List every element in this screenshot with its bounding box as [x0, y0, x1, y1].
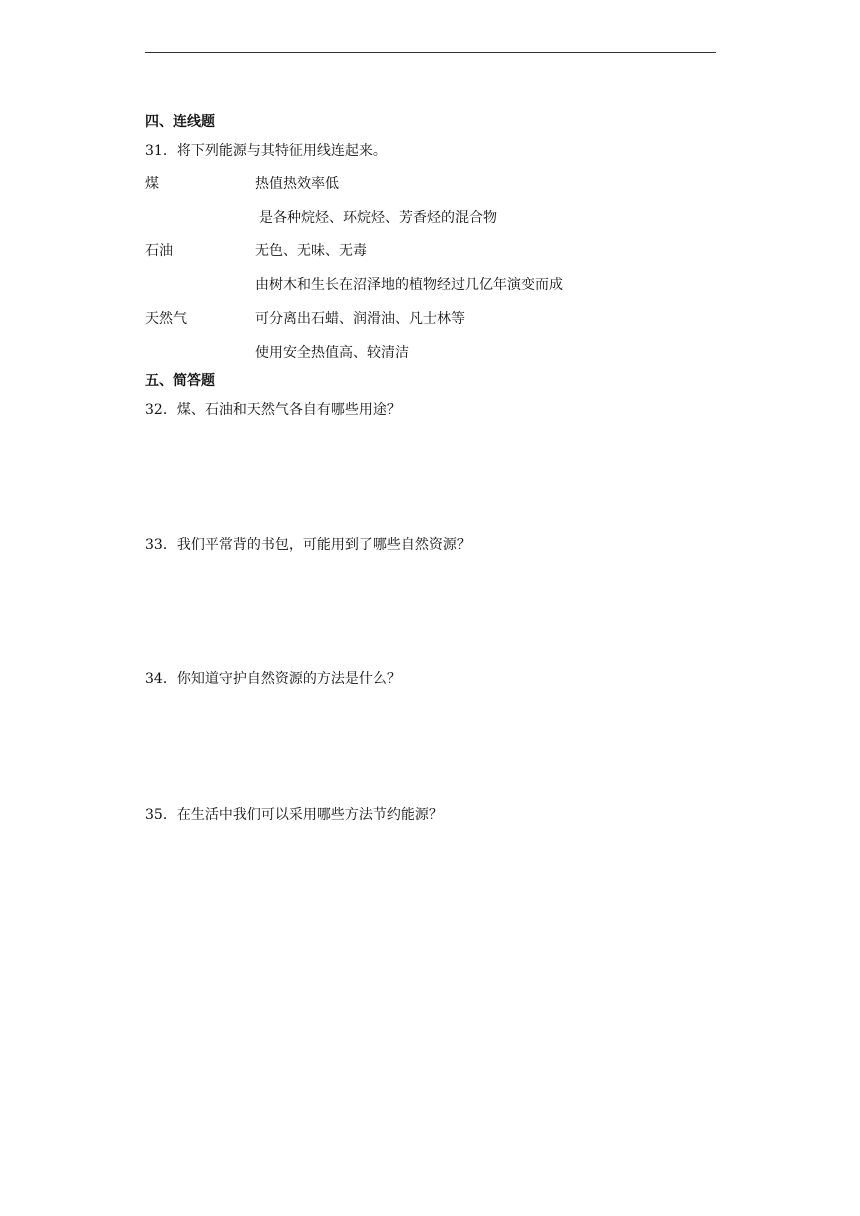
right-item-3: 无色、无味、无毒 — [255, 243, 367, 259]
left-item-coal: 煤 — [145, 176, 159, 192]
question-33: 33．我们平常背的书包，可能用到了哪些自然资源？ — [145, 537, 471, 553]
header-rule — [145, 52, 716, 53]
section-heading-matching: 四、连线题 — [145, 114, 215, 130]
right-item-5: 可分离出石蜡、润滑油、凡士林等 — [255, 311, 465, 327]
left-item-natural-gas: 天然气 — [145, 311, 187, 327]
question-32: 32．煤、石油和天然气各自有哪些用途？ — [145, 402, 401, 418]
right-item-2: 是各种烷烃、环烷烃、芳香烃的混合物 — [259, 210, 497, 226]
question-31: 31．将下列能源与其特征用线连起来。 — [145, 143, 387, 159]
right-item-4: 由树木和生长在沼泽地的植物经过几亿年演变而成 — [255, 277, 563, 293]
question-35: 35．在生活中我们可以采用哪些方法节约能源？ — [145, 807, 443, 823]
section-heading-short-answer: 五、简答题 — [145, 373, 215, 389]
question-34: 34．你知道守护自然资源的方法是什么？ — [145, 671, 401, 687]
left-item-oil: 石油 — [145, 243, 173, 259]
right-item-6: 使用安全热值高、较清洁 — [255, 345, 409, 361]
right-item-1: 热值热效率低 — [255, 176, 339, 192]
